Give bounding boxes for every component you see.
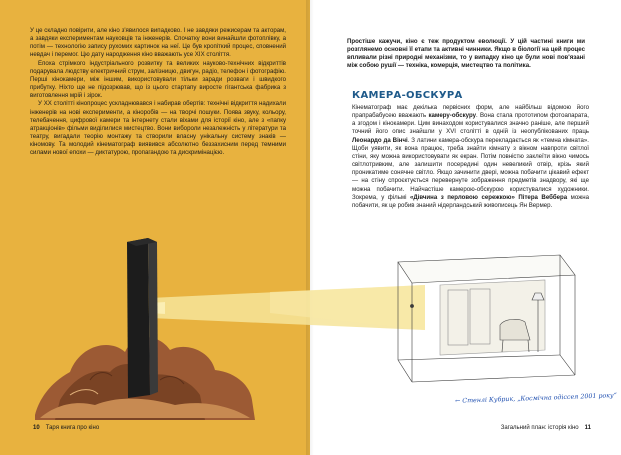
monolith: [127, 238, 158, 398]
right-intro-text: [347, 38, 585, 71]
term-leonardo: Леонардо да Вінчі: [352, 136, 408, 144]
section-title: КАМЕРА-ОБСКУРА: [352, 90, 463, 101]
body-text-run: Кінематограф має декілька первісних форм, але найбільш відомою його прапрабабусею вважають: [352, 104, 589, 120]
running-title-right: Загальний план: історія кіно: [500, 425, 579, 431]
footer-right: [501, 425, 591, 431]
page-number-left: 10: [33, 425, 40, 431]
running-title-left: Таря книга про кіно: [45, 425, 100, 431]
body-text-run: . Вона стала прототипом фотоапарата, а згодом і кінокамери. Цим винаходом користувалися значно раніше, але перший точний його опис знайшли у XVI столітті в одній із неопублікованих праць: [352, 112, 589, 136]
left-paragraph: У XX столітті кінопроцес ускладнювався і набирав обертів: технічні відкриття надихали інженерів на нові експерименти, а кіноробів — на творчі пошуки. Поява звуку, кольору, телебачення, цифрової камери та інтернету стали віхами для історії кіно, але з «папку атракціонів» фільми виділилися мистецтво. Вони вибороли незалежність у літератури та театру, вигадали теорію монтажу та створили власну унікальну систему знаків — кіномову. Та молодий кінематограф виявився абсолютно беззахисним перед темними силами нової епохи — диктатурою, пропагандою та дискримінацією.: [30, 100, 286, 157]
page-number-right: 11: [584, 425, 591, 431]
left-paragraph: У це складно повірити, але кіно з'явилося випадково. І не завдяки режисерам та акторам, а завдяки експериментам науковців та інженерів. Спочатку вони винайшли фотоплівку, а потім — технологію запису рухомих картинок на неї. Це був кропіткий процес, сповнений невдач і перемог. Цю дату народження кіно вважають усе XIX століття.: [30, 27, 286, 59]
intro-paragraph: Простіше кажучи, кіно є теж продуктом еволюції. У цій частині книги ми розглянемо основні її етапи та активні чинники. Якщо в біології на цей процес впливали різні природні механізми, то у випадку кіно це були нові пов'язані між собою рушії — техніка, комерція, мистецтво та політика.: [347, 38, 585, 70]
left-paragraph: Епоха стрімкого індустріального розвитку та великих науково-технічних відкриттів подарувала людству електричний струм, залізницю, двигун, радіо, телефон і фотографію. Перші кінокамери, між іншим, використовували тільки заради розваги і швидкого прибутку. Ніхто ще не підозрював, що із цього стартапу виросте гігантська фабрика з виготовлення мрій і зірок.: [30, 59, 286, 100]
term-camera-obscura: камеру-обскуру: [428, 112, 477, 120]
body-text-run: можна побачити, як це робив знаний нідерландський живописець Ян Вермер.: [352, 193, 589, 209]
body-paragraph: [352, 104, 589, 210]
footer-left: [33, 425, 99, 431]
term-film-title: «Дівчина з перловою сережкою»: [409, 193, 515, 201]
right-body-text: [352, 104, 589, 210]
illustration-caption: ← Стенлі Кубрик, „Космічна одіссея 2001 року“: [454, 392, 617, 405]
term-director: Пітера Веббера: [518, 193, 568, 201]
left-body-text: [30, 27, 286, 158]
body-text-run: . З латини камера-обскура перекладається як «темна кімната». Щоби уявити, як вона працює, треба знайти кімнату з вікном навпроти світлої стіни, яку можна використовувати як екран. Потім повністю заклеїти вікно чимось світлотривким, але залишити посередині один невеликий отвір, крізь який проникатиме сонячне світло. Якщо зачинити двері, можна побачити цікавий ефект — на стіну спроєктується перевернуте зображення предметів знадвору, які ще можна побачити. Найчастіше камерою-обскурою користувалися художники. Зокрема, у фільмі: [352, 136, 589, 201]
